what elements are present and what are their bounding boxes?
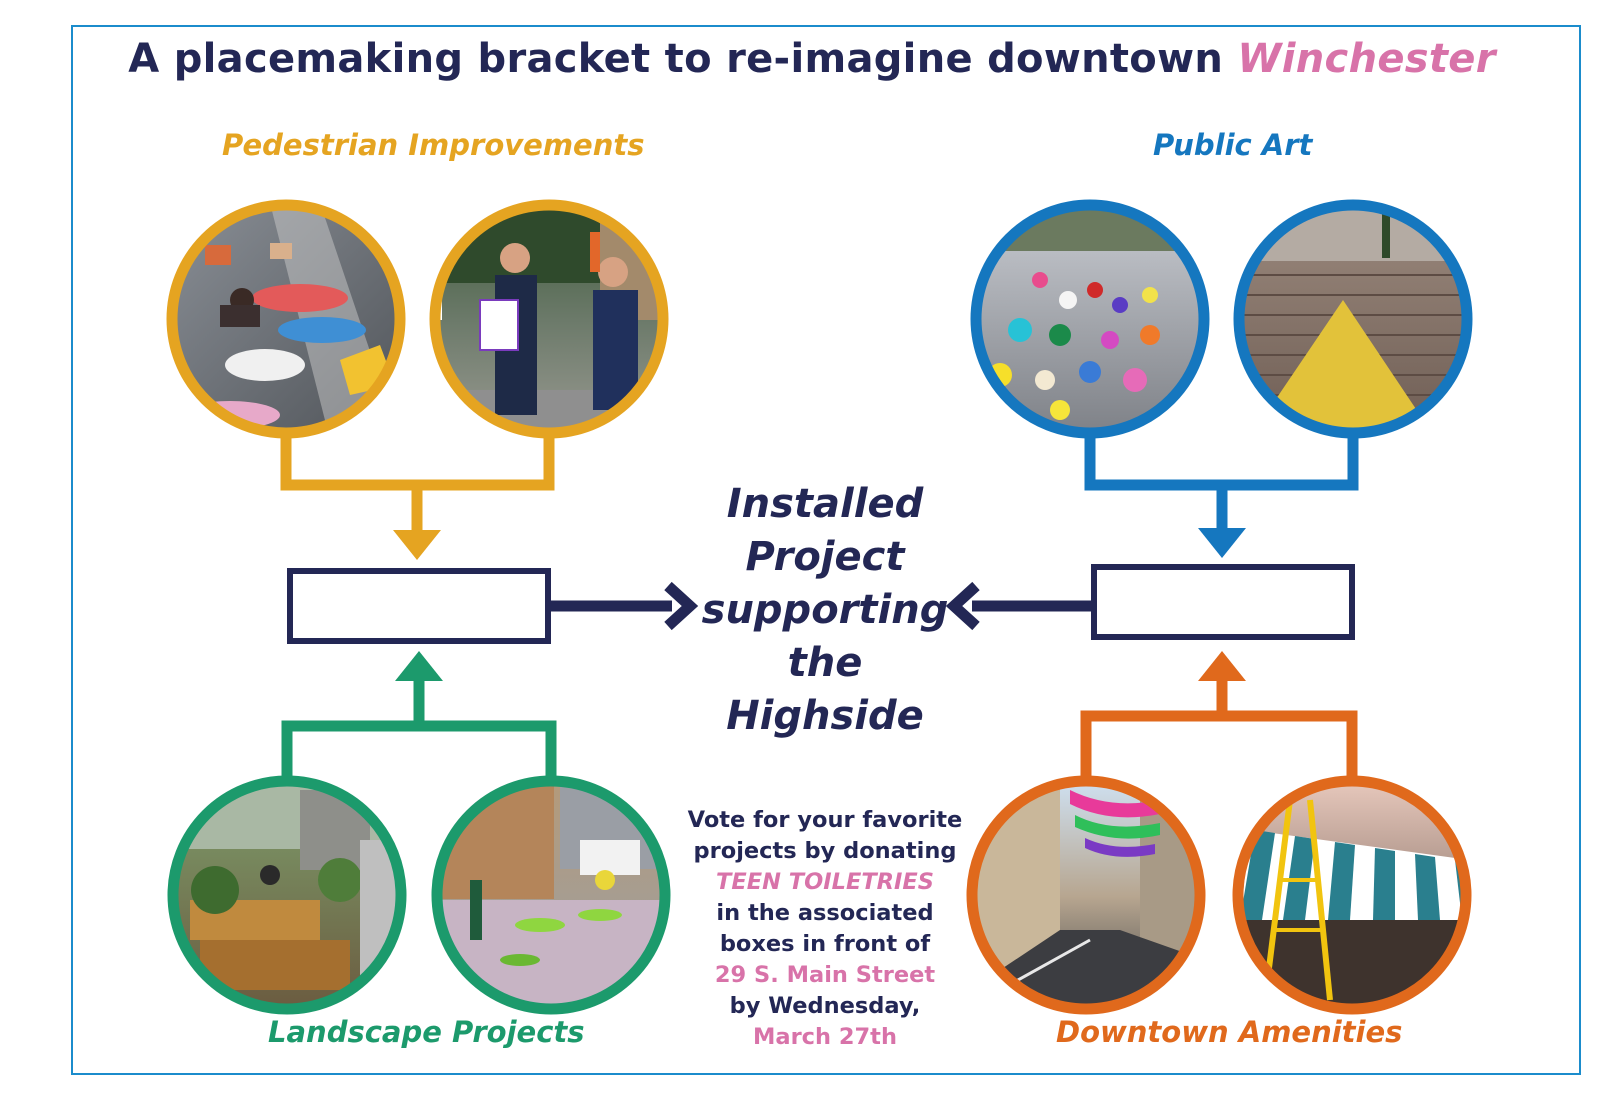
bracket-box-left — [290, 571, 548, 641]
vote-item: TEEN TOILETRIES — [716, 869, 934, 895]
center-line-4: the — [787, 640, 863, 686]
title-accent: Winchester — [1237, 36, 1496, 82]
arrow-down-public-art — [1198, 528, 1246, 558]
center-line-5: Highside — [726, 693, 924, 739]
center-line-2: Project — [745, 534, 905, 580]
center-line-1: Installed — [726, 481, 924, 527]
vote-line-1: Vote for your favorite — [687, 807, 963, 833]
vote-address: 29 S. Main Street — [714, 962, 936, 988]
category-landscape: Landscape Projects — [268, 1015, 585, 1049]
title-main: A placemaking bracket to re-imagine downtown — [128, 36, 1224, 82]
category-public-art: Public Art — [1153, 128, 1313, 162]
category-pedestrian: Pedestrian Improvements — [222, 128, 645, 162]
category-amenities: Downtown Amenities — [1056, 1015, 1403, 1049]
vote-instructions — [673, 805, 977, 1053]
bracket-box-right — [1094, 567, 1352, 637]
center-line-3: supporting — [701, 587, 949, 633]
arrow-up-landscape — [395, 651, 443, 681]
vote-line-5: by Wednesday, — [729, 993, 921, 1019]
arrow-down-pedestrian — [393, 530, 441, 560]
arrow-up-amenities — [1198, 651, 1246, 681]
bracket-connector-amenities — [1086, 676, 1352, 781]
vote-line-3: in the associated — [716, 900, 934, 926]
bracket-connector-landscape — [287, 676, 551, 781]
bracket-connector-public-art — [1090, 433, 1353, 532]
center-label — [690, 478, 960, 743]
bracket-connector-pedestrian — [286, 433, 549, 535]
vote-date: March 27th — [753, 1024, 897, 1050]
vote-line-4: boxes in front of — [719, 931, 931, 957]
vote-line-2: projects by donating — [693, 838, 957, 864]
